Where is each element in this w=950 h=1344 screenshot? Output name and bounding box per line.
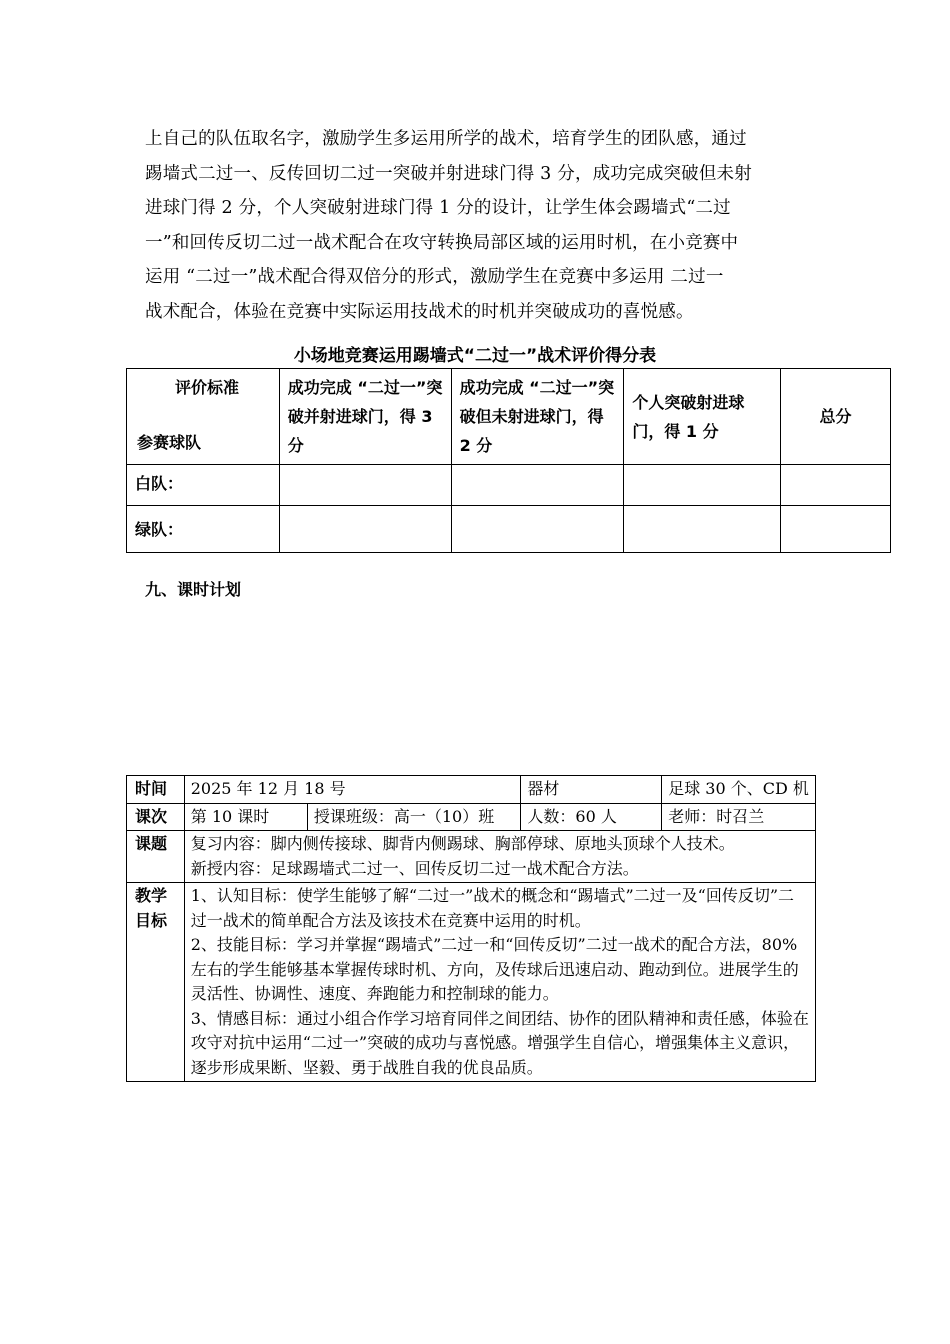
score-cell xyxy=(624,506,781,553)
score-table-title: 小场地竞赛运用踢墙式“二过一”战术评价得分表 xyxy=(293,346,657,366)
lesson-plan-table xyxy=(126,775,816,1082)
intro-line: 上自己的队伍取名字，激励学生多运用所学的战术，培育学生的团队感，通过 xyxy=(145,129,747,149)
score-header-cell: 个人突破射进球门，得 1 分 xyxy=(624,369,781,465)
score-header-cell: 总分 xyxy=(781,369,891,465)
topic-review: 复习内容：脚内侧传接球、脚背内侧踢球、胸部停球、原地头顶球个人技术。 xyxy=(190,834,735,853)
equipment-label: 器材 xyxy=(521,776,662,804)
intro-line: 踢墙式二过一、反传回切二过一突破并射进球门得 3 分，成功完成突破但未射 xyxy=(145,163,752,184)
score-cell xyxy=(279,506,451,553)
goal-skill: 2、技能目标：学习并掌握“踢墙式”二过一和“回传反切”二过一战术的配合方法，80%左右的学生能够基本掌握传球时机、方向，及传球后迅速启动、跑动到位。进展学生的灵活性、协调性、速度、奔跑能力和控制球的能力。 xyxy=(190,935,799,1003)
lesson-value: 第 10 课时 xyxy=(184,803,307,831)
plan-row-time xyxy=(127,776,816,804)
corner-bottom-label: 参赛球队 xyxy=(137,433,202,452)
time-value: 2025 年 12 月 18 号 xyxy=(184,776,521,804)
intro-line: 进球门得 2 分，个人突破射进球门得 1 分的设计，让学生体会踢墙式“二过 xyxy=(145,198,731,219)
score-cell xyxy=(451,506,624,553)
score-cell xyxy=(624,465,781,506)
topic-new: 新授内容：足球踢墙式二过一、回传反切二过一战术配合方法。 xyxy=(190,858,639,878)
score-header-cell: 成功完成 “二过一”突破并射进球门，得 3 分 xyxy=(279,369,451,465)
intro-line: 一”和回传反切二过一战术配合在攻守转换局部区域的运用时机，在小竞赛中 xyxy=(145,232,739,253)
class-value: 授课班级：高一（10）班 xyxy=(307,803,521,831)
intro-line: 战术配合，体验在竞赛中实际运用技战术的时机并突破成功的喜悦感。 xyxy=(145,301,694,322)
score-table-row xyxy=(127,465,891,506)
lesson-label: 课次 xyxy=(127,803,185,831)
intro-paragraph xyxy=(145,122,810,330)
score-cell xyxy=(451,465,624,506)
team-cell: 绿队： xyxy=(127,506,280,553)
score-table-corner-cell xyxy=(127,369,280,465)
score-cell xyxy=(781,506,891,553)
plan-row-topic xyxy=(127,831,816,883)
plan-row-goals xyxy=(127,883,816,1082)
goals-content xyxy=(184,883,815,1082)
goals-label: 教学目标 xyxy=(127,883,185,1082)
team-cell: 白队： xyxy=(127,465,280,506)
topic-content xyxy=(184,831,815,883)
section-heading: 九、课时计划 xyxy=(145,580,242,599)
goal-cognitive: 1、认知目标：使学生能够了解“二过一”战术的概念和“踢墙式”二过一及“回传反切”二过一战术的简单配合方法及该技术在竞赛中运用的时机。 xyxy=(190,886,795,930)
topic-label: 课题 xyxy=(127,831,185,883)
equipment-value: 足球 30 个、CD 机 xyxy=(662,776,816,804)
score-table xyxy=(126,368,891,553)
goal-affective: 3、情感目标：通过小组合作学习培育同伴之间团结、协作的团队精神和责任感，体验在攻守对抗中运用“二过一”突破的成功与喜悦感。增强学生自信心，增强集体主义意识，逐步形成果断、坚毅、勇于战胜自我的优良品质。 xyxy=(190,1008,809,1077)
teacher-value: 老师：时召兰 xyxy=(662,803,816,831)
intro-line: 运用 “二过一”战术配合得双倍分的形式，激励学生在竞赛中多运用 二过一 xyxy=(145,267,724,288)
score-header-cell: 成功完成 “二过一”突破但未射进球门，得 2 分 xyxy=(451,369,624,465)
plan-row-lesson xyxy=(127,803,816,831)
corner-top-label: 评价标准 xyxy=(175,378,240,397)
score-cell xyxy=(781,465,891,506)
score-table-row xyxy=(127,506,891,553)
score-table-header-row xyxy=(127,369,891,465)
count-value: 人数：60 人 xyxy=(521,803,662,831)
time-label: 时间 xyxy=(127,776,185,804)
score-cell xyxy=(279,465,451,506)
